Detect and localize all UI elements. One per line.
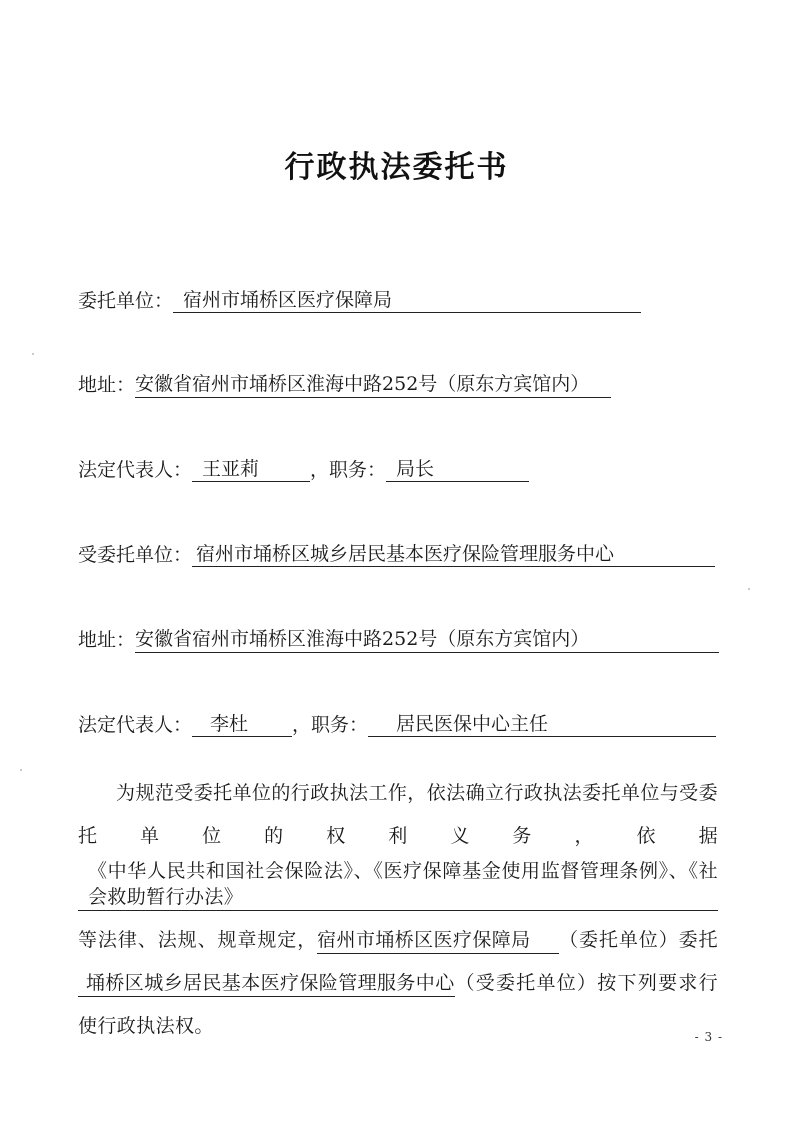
entrusted-rep-position: 居民医保中心主任 xyxy=(368,711,716,737)
entrusted-rep-sep: ，职务： xyxy=(292,714,369,736)
entrusting-unit-value: 宿州市埇桥区医疗保障局 xyxy=(173,287,641,313)
entrusted-rep-name: 李杜 xyxy=(192,711,292,737)
entrusted-unit-row xyxy=(78,541,715,569)
document-title: 行政执法委托书 xyxy=(284,150,509,185)
scan-speck xyxy=(32,353,34,355)
entrusting-unit-label: 委托单位： xyxy=(78,290,174,312)
paragraph-entrusting-unit: 宿州市埇桥区医疗保障局 xyxy=(317,927,558,954)
entrusting-unit-row xyxy=(78,287,641,315)
entrusting-address-label: 地址： xyxy=(78,374,136,396)
paragraph-text-1: 为规范受委托单位的行政执法工作，依法确立行政执法委托单位与受委托单位的权利义务，依据 xyxy=(78,782,718,847)
entrusting-rep-name: 王亚莉 xyxy=(192,456,310,482)
paragraph-text-3: （委托单位）委托 xyxy=(558,929,718,951)
entrusting-rep-label: 法定代表人： xyxy=(78,459,193,481)
legal-basis: 《中华人民共和国社会保险法》、《医疗保障基金使用监督管理条例》、《社会救助暂行办法》 xyxy=(78,858,718,911)
paragraph-text-4: （受委托单位）按下列要求行使行政执法权。 xyxy=(78,972,718,1037)
scan-speck xyxy=(748,588,750,590)
paragraph-text-2: 等法律、法规、规章规定， xyxy=(78,929,318,951)
entrusting-rep-sep: ，职务： xyxy=(310,459,387,481)
entrusting-address-value: 安徽省宿州市埇桥区淮海中路252号（原东方宾馆内） xyxy=(135,371,611,398)
entrusted-unit-label: 受委托单位： xyxy=(78,544,193,566)
entrusting-address-row xyxy=(78,371,611,399)
entrusted-unit-value: 宿州市埇桥区城乡居民基本医疗保险管理服务中心 xyxy=(192,541,715,567)
entrusted-address-label: 地址： xyxy=(78,629,136,651)
scan-speck xyxy=(20,769,22,771)
entrusted-address-row xyxy=(78,626,719,654)
body-paragraph xyxy=(78,772,718,1048)
paragraph-entrusted-unit: 埇桥区城乡居民基本医疗保险管理服务中心 xyxy=(78,970,455,997)
entrusted-rep-label: 法定代表人： xyxy=(78,714,193,736)
entrusting-rep-position: 局长 xyxy=(386,456,529,482)
entrusted-address-value: 安徽省宿州市埇桥区淮海中路252号（原东方宾馆内） xyxy=(135,626,719,653)
page-number: - 3 - xyxy=(694,1030,723,1044)
entrusting-rep-row xyxy=(78,456,529,484)
entrusted-rep-row xyxy=(78,711,716,739)
